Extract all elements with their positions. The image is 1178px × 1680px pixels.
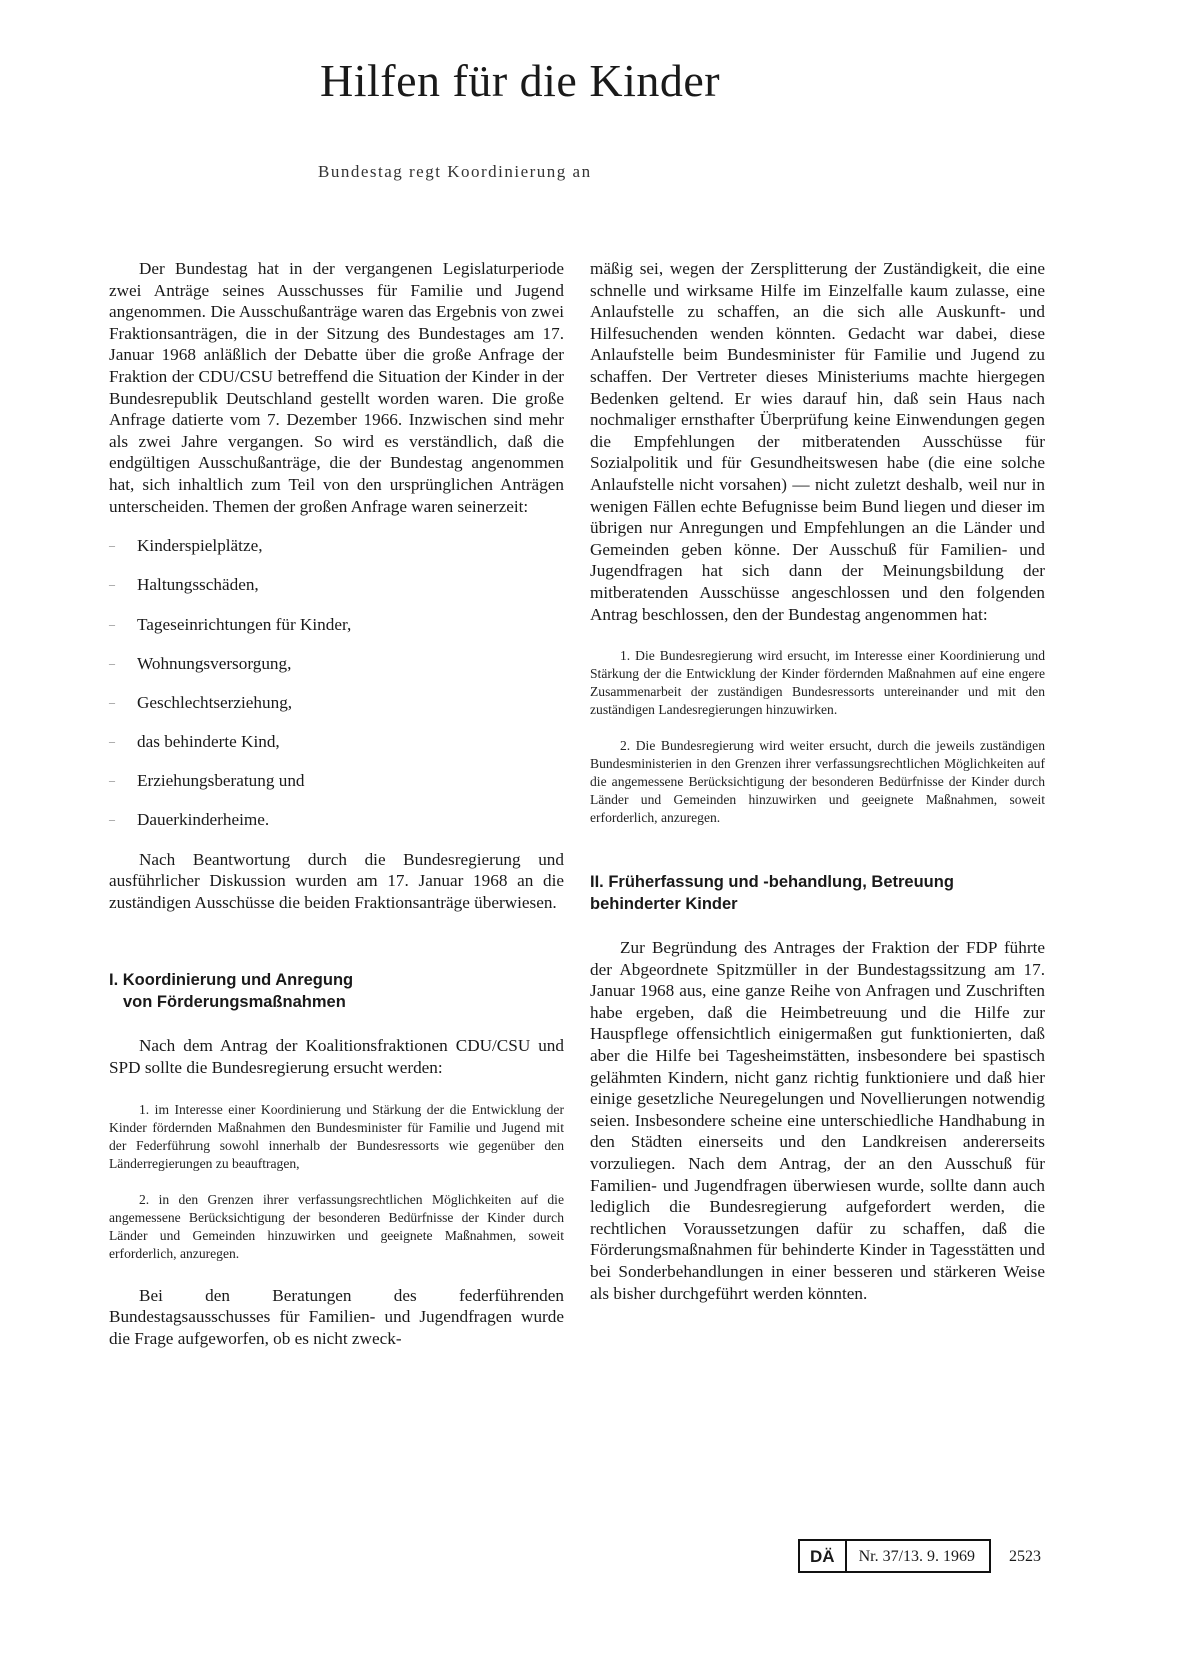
right-column <box>590 258 1045 1304</box>
bullet-dash-icon: – <box>109 538 115 553</box>
section1-intro-paragraph: Nach dem Antrag der Koalitionsfraktionen CDU/CSU und SPD sollte die Bundesregierung ersucht werden: <box>109 1036 564 1077</box>
quote-item-1: 1. im Interesse einer Koordinierung und Stärkung der die Entwicklung der Kinder fördernden Maßnahmen den Bundesminister für Familie und Jugend mit der Federführung sowohl innerhalb der Bundesressorts wie gegenüber den Länderregierungen zu beauftragen, <box>109 1101 564 1171</box>
section2-paragraph: Zur Begründung des Antrages der Fraktion der FDP führte der Abgeordnete Spitzmüller in der Bundestagssitzung am 17. Januar 1968 aus, eine ganze Reihe von Anfragen und Zuschriften habe ergeben, daß die Heimbetreuung und die Hilfe zur Hauspflege offensichtlich einigermaßen gut funktionierten, daß aber die Hilfe bei Tagesheimstätten, insbesondere bei spastisch gelähmten Kindern, nicht ganz richtig funktioniere und daß hier einige gesetzliche Neuregelungen und Novellierungen notwendig seien. Insbesondere scheine eine unterschiedliche Handhabung in den Städten einerseits und den Landkreisen andererseits vorzuliegen. Nach dem Antrag, der an den Ausschuß für Familien- und Jugendfragen überwiesen wurde, sollte dann auch lediglich die Bundesregierung aufgefordert werden, die rechtlichen Voraussetzungen dafür zu schaffen, daß die Förderungsmaßnahmen für behinderte Kinder in Tagesstätten und bei Sonderbehandlungen in einer besseren und stärkeren Weise als bisher durchgeführt werden könnten. <box>590 938 1045 1303</box>
bullet-dash-icon: – <box>109 577 115 592</box>
list-item: – das behinderte Kind, <box>109 732 280 752</box>
issue-number: Nr. 37/13. 9. 1969 <box>858 1548 976 1565</box>
journal-logo: DÄ <box>800 1541 847 1571</box>
bullet-dash-icon: – <box>109 655 115 670</box>
bullet-dash-icon: – <box>109 734 115 749</box>
bullet-dash-icon: – <box>109 616 115 631</box>
continuation-paragraph: mäßig sei, wegen der Zersplitterung der Zuständigkeit, die eine schnelle und wirksame Hilfe im Einzelfalle kaum zulasse, eine Anlaufstelle zu schaffen, an die sich alle Auskunft- und Hilfesuchenden wenden könnten. Gedacht war dabei, diese Anlaufstelle beim Bundesminister für Familie und Jugend zu schaffen. Der Vertreter dieses Ministeriums machte hiergegen Bedenken geltend. Er wies darauf hin, daß sein Haus nach nochmaliger ernsthafter Überprüfung keine Einwendungen gegen die Empfehlungen der mitberatenden Ausschüsse für Sozialpolitik und für Gesundheitswesen habe (die eine solche Anlaufstelle nicht vorsahen) — nicht zuletzt deshalb, weil nur in wenigen Fällen echte Befugnisse beim Bund liegen und dieser im übrigen nur Anregungen und Empfehlungen an die Länder und Gemeinden geben könne. Der Ausschuß für Familien- und Jugendfragen hat sich dann der Meinungsbildung der mitberatenden Ausschüsse angeschlossen und den folgenden Antrag beschlossen, den der Bundestag angenommen hat: <box>590 259 1045 624</box>
page-footer <box>798 1539 1041 1573</box>
article-title: Hilfen für die Kinder <box>320 55 721 106</box>
bullet-dash-icon: – <box>109 773 115 788</box>
section-heading-1: I. Koordinierung und Anregung von Förderungsmaßnahmen <box>109 971 354 1012</box>
section1-end-paragraph: Bei den Beratungen des federführenden Bundestagsausschusses für Familien- und Jugendfragen wurde die Frage aufgeworfen, ob es nicht zweck- <box>109 1285 564 1348</box>
section1-quote <box>109 1101 564 1263</box>
intro-paragraph: Der Bundestag hat in der vergangenen Legislaturperiode zwei Anträge seines Ausschusses für Familie und Jugend angenommen. Die Ausschußanträge waren das Ergebnis von zwei Fraktionsanträgen, die in der Sitzung des Bundestages am 17. Januar 1968 anläßlich der Debatte über die große Anfrage der Fraktion der CDU/CSU betreffend die Situation der Kinder in der Bundesrepublik Deutschland gestellt worden waren. Die große Anfrage datierte vom 7. Dezember 1966. Inzwischen sind mehr als zwei Jahre vergangen. So wird es verständlich, daß die endgültigen Ausschußanträge, die der Bundestag angenommen hat, sich inhaltlich zum Teil von den ursprünglichen Anträgen unterscheiden. Themen der großen Anfrage waren seinerzeit: <box>109 259 564 516</box>
page-number: 2523 <box>1009 1548 1042 1565</box>
list-item: – Geschlechtserziehung, <box>109 692 293 712</box>
left-column <box>109 258 564 1349</box>
list-item: – Erziehungsberatung und <box>109 771 305 791</box>
article-subtitle: Bundestag regt Koordinierung an <box>318 162 592 181</box>
list-item: – Kinderspielplätze, <box>109 536 263 556</box>
section-heading-2: II. Früherfassung und -behandlung, Betreuung behinderter Kinder <box>590 873 954 914</box>
list-item: – Wohnungsversorgung, <box>109 653 292 673</box>
issue-box <box>798 1539 991 1573</box>
topics-list <box>109 535 564 831</box>
after-topics-paragraph: Nach Beantwortung durch die Bundesregierung und ausführlicher Diskussion wurden am 17. Januar 1968 an die zuständigen Ausschüsse die beiden Fraktionsanträge überwiesen. <box>109 849 564 912</box>
list-item: – Tageseinrichtungen für Kinder, <box>109 614 352 634</box>
bullet-dash-icon: – <box>109 812 115 827</box>
quote-item-2: 2. in den Grenzen ihrer verfassungsrechtlichen Möglichkeiten auf die angemessene Berücksichtigung der besonderen Bedürfnisse der Kinder durch Länder und Gemeinden hinzuwirken und geeignete Maßnahmen, soweit erforderlich, anzuregen. <box>109 1191 564 1261</box>
quote-item-2: 2. Die Bundesregierung wird weiter ersucht, durch die jeweils zuständigen Bundesministerien in den Grenzen ihrer verfassungsrechtlichen Möglichkeiten auf die angemessene Berücksichtigung der besonderen Bedürfnisse der Kinder durch Länder und Gemeinden hinzuwirken und geeignete Maßnahmen, soweit erforderlich, anzuregen. <box>590 738 1045 826</box>
list-item: – Dauerkinderheime. <box>109 810 270 830</box>
bullet-dash-icon: – <box>109 694 115 709</box>
quote-item-1: 1. Die Bundesregierung wird ersucht, im Interesse einer Koordinierung und Stärkung der die Entwicklung der Kinder fördernden Maßnahmen auf eine engere Zusammenarbeit der zuständigen Bundesressorts untereinander und mit den zuständigen Landesregierungen hinzuwirken. <box>590 648 1045 718</box>
section1-resolution-quote <box>590 647 1045 827</box>
list-item: – Haltungsschäden, <box>109 575 259 595</box>
